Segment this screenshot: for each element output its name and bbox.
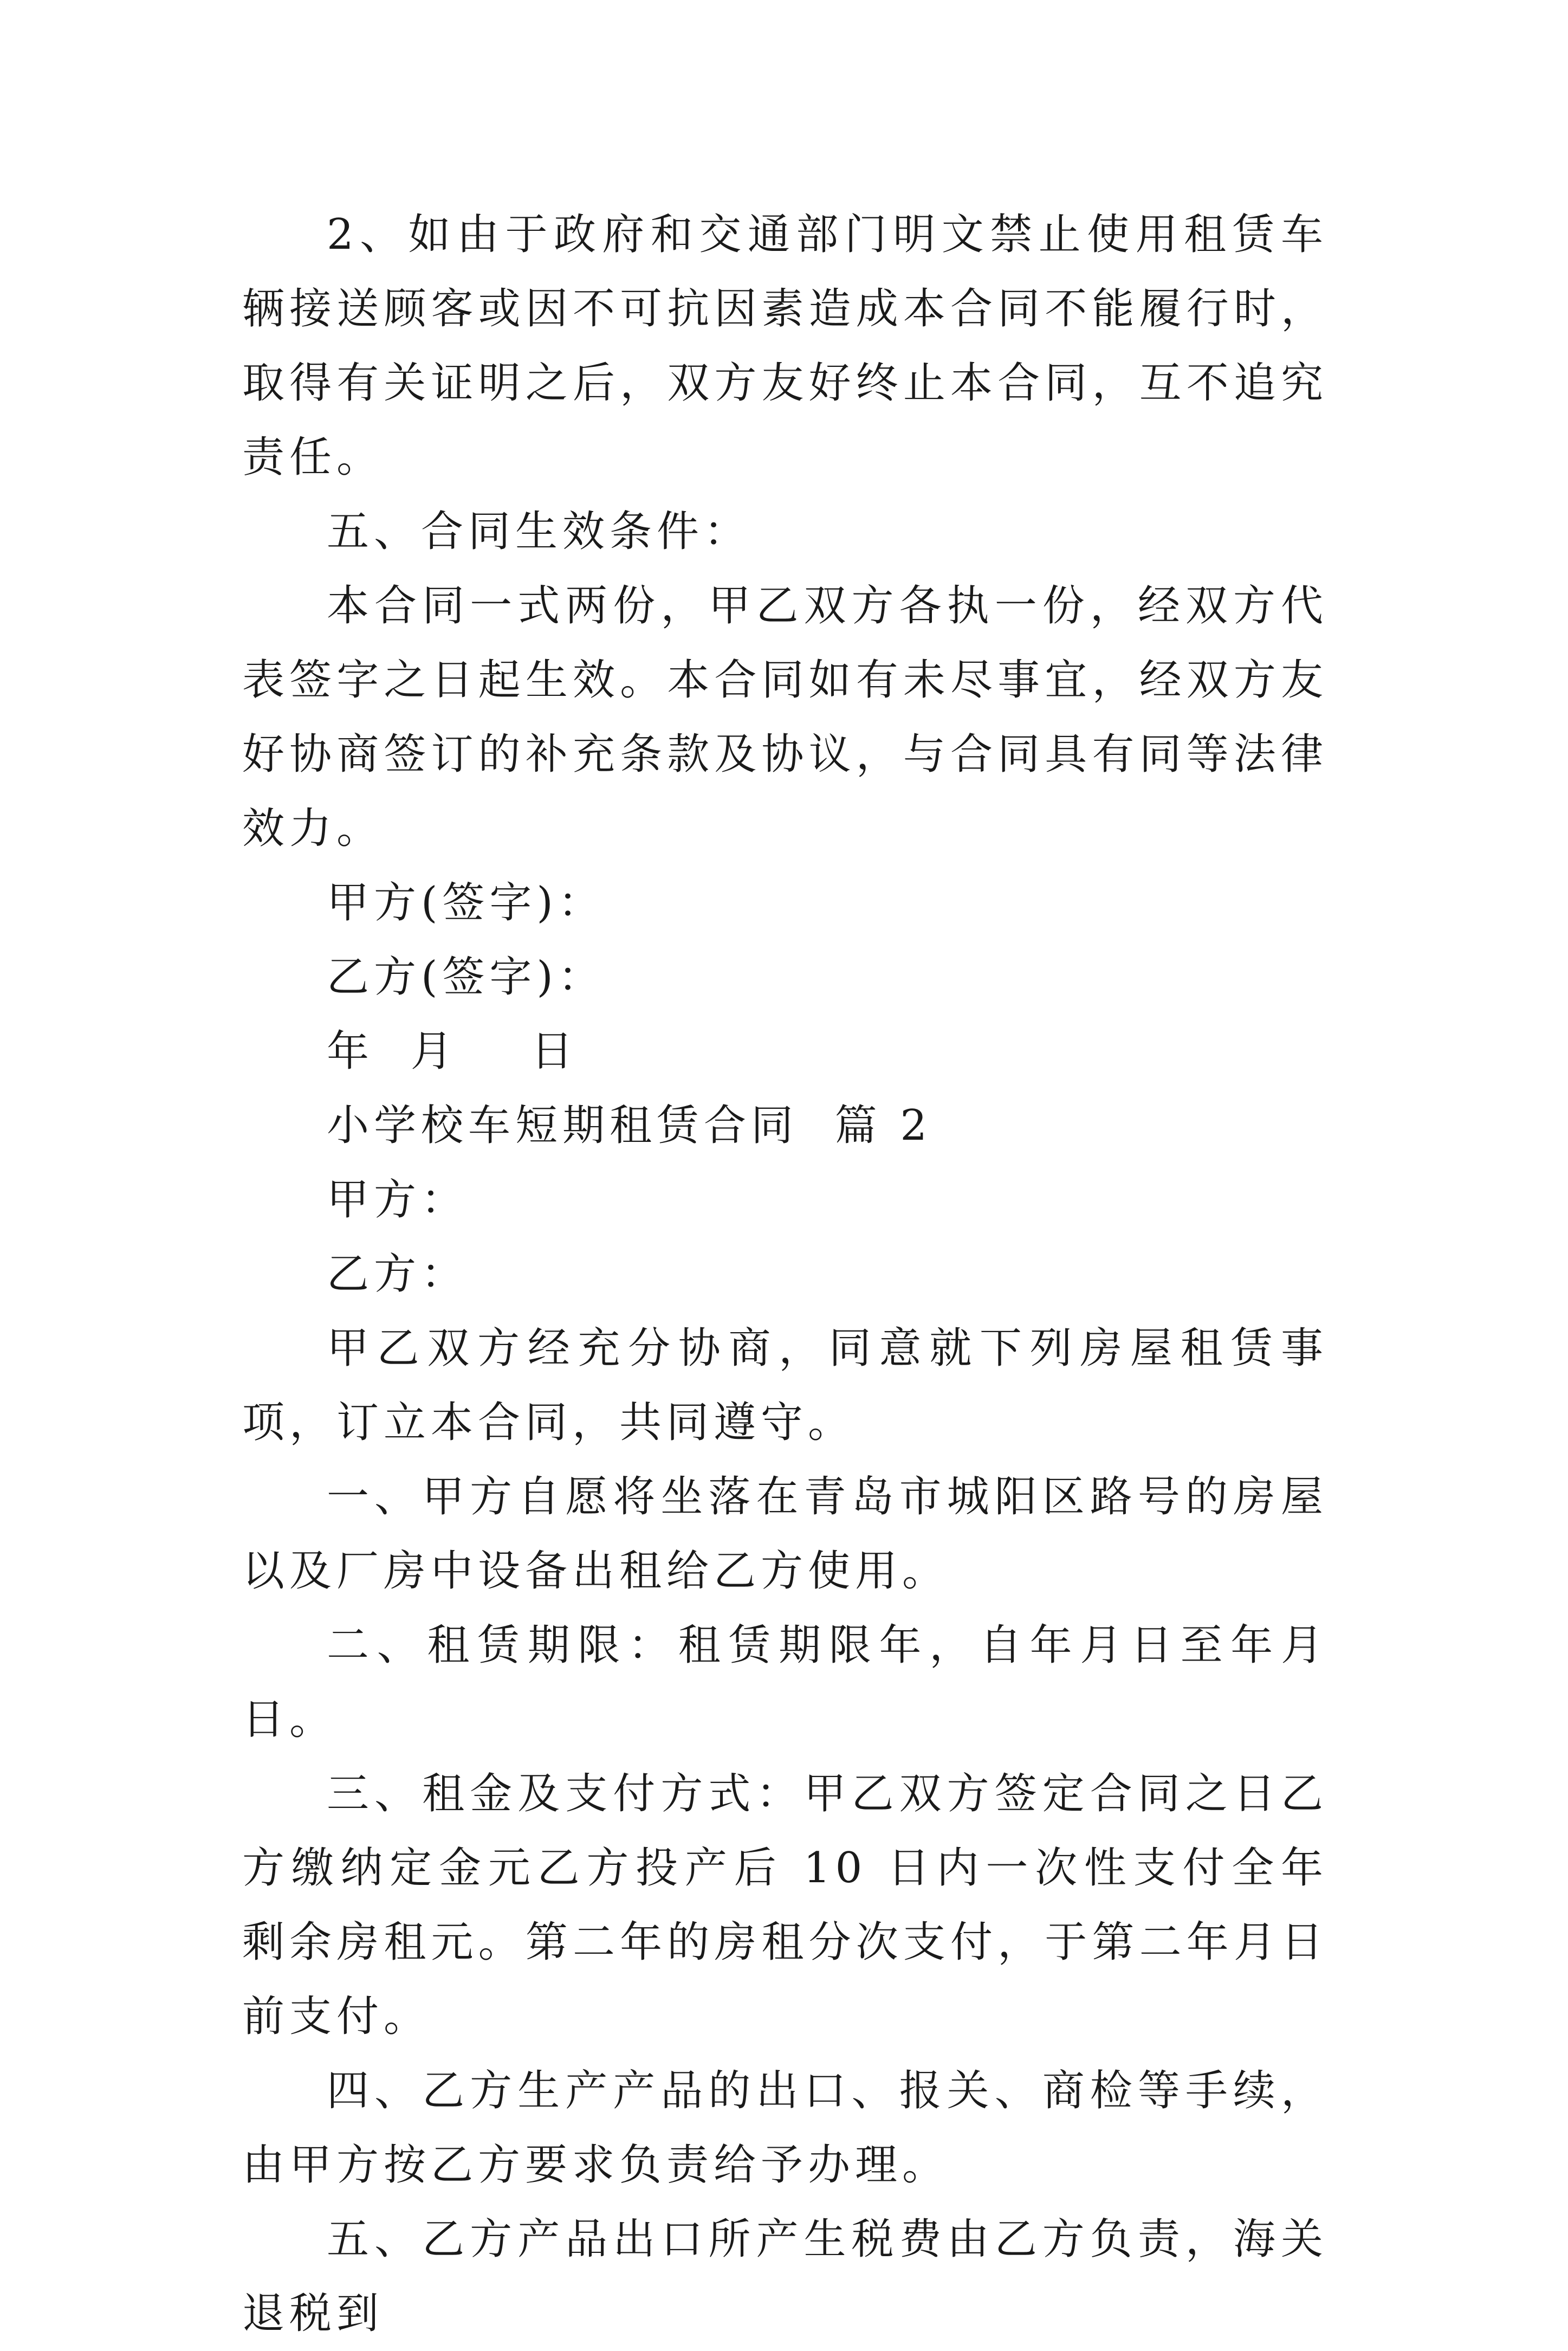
paragraph-effective-terms: 本合同一式两份，甲乙双方各执一份，经双方代表签字之日起生效。本合同如有未尽事宜，经双方友好协商签订的补充条款及协议，与合同具有同等法律效力。	[242, 582, 1328, 853]
clause-3-rent-payment: 三、租金及支付方式：甲乙双方签定合同之日乙方缴纳定金元乙方投产后 10 日内一次性支付全年剩余房租元。第二年的房租分次支付，于第二年月日前支付。	[242, 1769, 1328, 2041]
section-heading-effective-conditions: 五、合同生效条件：	[327, 507, 751, 556]
paragraph-clause-2: 2、如由于政府和交通部门明文禁止使用租赁车辆接送顾客或因不可抗因素造成本合同不能履行时，取得有关证明之后，双方友好终止本合同，互不追究责任。	[242, 210, 1328, 482]
date-line: 年 月 日	[327, 1027, 578, 1076]
document-body	[242, 198, 1328, 2351]
clause-2-term: 二、租赁期限：租赁期限年，自年月日至年月日。	[242, 1621, 1328, 1744]
party-a-label: 甲方：	[327, 1176, 469, 1224]
clause-5-taxes: 五、乙方产品出口所产生税费由乙方负责，海关退税到	[242, 2215, 1328, 2338]
paragraph-agreement-intro: 甲乙双方经充分协商，同意就下列房屋租赁事项，订立本合同，共同遵守。	[242, 1324, 1328, 1447]
clause-4-export-procedures: 四、乙方生产产品的出口、报关、商检等手续，由甲方按乙方要求负责给予办理。	[242, 2066, 1328, 2189]
party-b-label: 乙方：	[327, 1250, 469, 1299]
clause-1-premises: 一、甲方自愿将坐落在青岛市城阳区路号的房屋以及厂房中设备出租给乙方使用。	[242, 1472, 1328, 1596]
contract-title-part-2: 小学校车短期租赁合同 篇 2	[327, 1101, 932, 1150]
signature-party-b: 乙方(签字)：	[327, 953, 605, 1002]
signature-party-a: 甲方(签字)：	[327, 879, 605, 927]
